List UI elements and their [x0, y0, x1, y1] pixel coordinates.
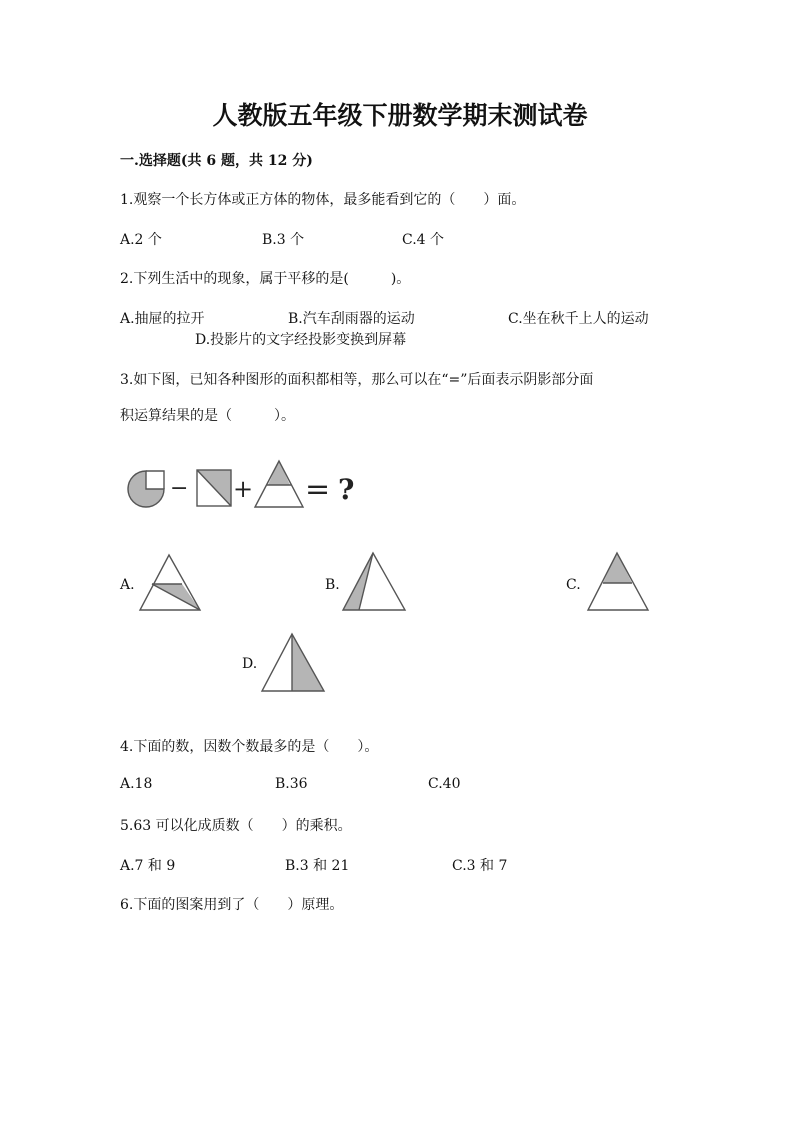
question-5-option-b[interactable]: B.3 和 21	[285, 858, 350, 874]
question-4-option-a[interactable]: A.18	[120, 776, 153, 792]
question-2-option-b[interactable]: B.汽车刮雨器的运动	[288, 311, 415, 327]
question-3-option-c-figure[interactable]	[586, 551, 652, 613]
question-1-option-c[interactable]: C.4 个	[402, 232, 445, 248]
triangle-shape	[255, 461, 303, 507]
equals-sign: =	[305, 472, 331, 507]
question-2-text: 2.下列生活中的现象，属于平移的是( )。	[120, 271, 411, 287]
question-3-option-c[interactable]: C.	[566, 577, 581, 593]
question-6-text: 6.下面的图案用到了（ ）原理。	[120, 897, 344, 913]
question-5-text: 5.63 可以化成质数（ ）的乘积。	[120, 818, 352, 834]
question-3-option-d-figure[interactable]	[260, 632, 328, 694]
question-3-option-b[interactable]: B.	[325, 577, 340, 593]
question-2-option-d[interactable]: D.投影片的文字经投影变换到屏幕	[195, 332, 407, 348]
question-1-text: 1.观察一个长方体或正方体的物体，最多能看到它的（ ）面。	[120, 192, 526, 208]
question-2-option-a[interactable]: A.抽屉的拉开	[120, 311, 205, 327]
question-1-option-b[interactable]: B.3 个	[262, 232, 305, 248]
square-shape	[197, 470, 231, 506]
question-3-text-line2: 积运算结果的是（ ）。	[120, 408, 295, 424]
question-4-option-c[interactable]: C.40	[428, 776, 461, 792]
quarter-circle-shape	[128, 471, 164, 507]
question-1-option-a[interactable]: A.2 个	[120, 232, 162, 248]
question-mark: ?	[338, 473, 355, 506]
question-3-option-b-figure[interactable]	[341, 551, 407, 613]
question-4-text: 4.下面的数，因数个数最多的是（ ）。	[120, 739, 379, 755]
question-3-option-a[interactable]: A.	[120, 577, 135, 593]
question-5-option-c[interactable]: C.3 和 7	[452, 858, 508, 874]
page-title: 人教版五年级下册数学期末测试卷	[212, 101, 588, 130]
section-heading: 一.选择题(共 6 题，共 12 分)	[120, 153, 313, 169]
question-2-option-c[interactable]: C.坐在秋千上人的运动	[508, 311, 649, 327]
question-4-option-b[interactable]: B.36	[275, 776, 308, 792]
question-5-option-a[interactable]: A.7 和 9	[120, 858, 176, 874]
question-3-text-line1: 3.如下图，已知各种图形的面积都相等，那么可以在“=”后面表示阴影部分面	[120, 372, 594, 388]
question-3-equation-figure	[120, 455, 370, 520]
question-3-option-d[interactable]: D.	[242, 656, 258, 672]
question-3-option-a-figure[interactable]	[138, 553, 204, 613]
plus-sign: +	[233, 475, 254, 503]
minus-sign: −	[170, 476, 189, 501]
